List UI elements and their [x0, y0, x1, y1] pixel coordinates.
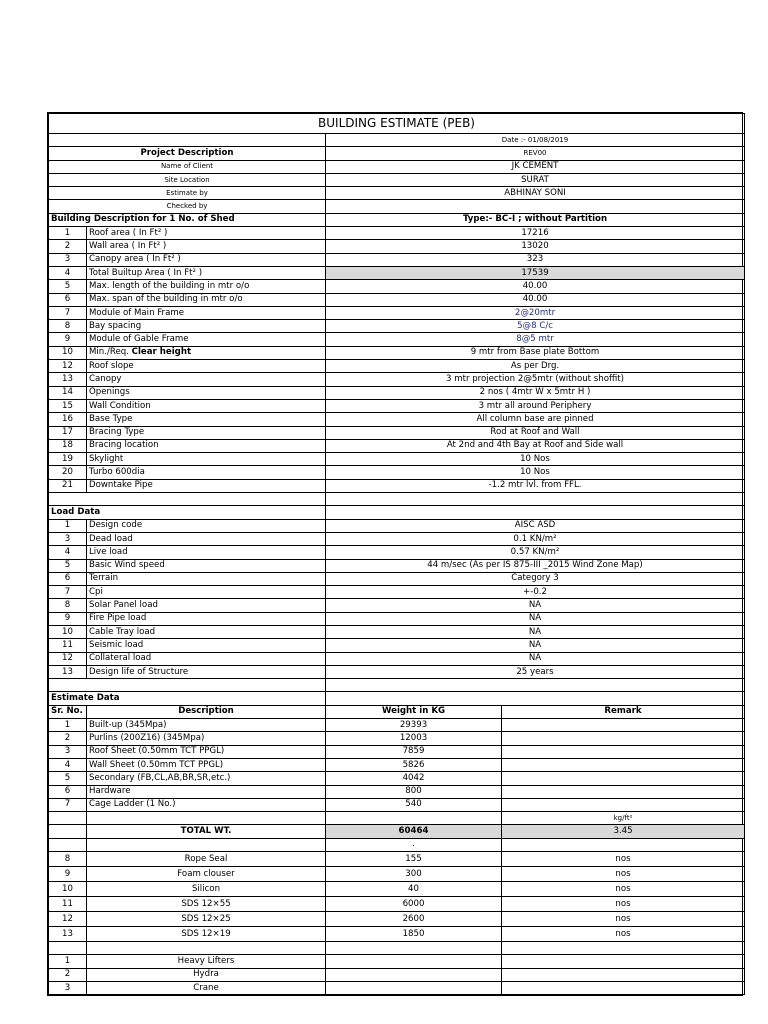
- building-no: 17: [49, 426, 87, 439]
- item-qty: 300: [326, 867, 502, 882]
- estimate-no: 7: [49, 798, 87, 811]
- estimate-desc: Built-up (345Mpa): [87, 719, 326, 732]
- cell: [49, 679, 326, 692]
- cell: [87, 942, 326, 955]
- spacer-row: [49, 942, 745, 955]
- project-row: [49, 173, 745, 186]
- estimate-no: 5: [49, 772, 87, 785]
- load-row: [49, 665, 745, 678]
- item-desc: Silicon: [87, 882, 326, 897]
- load-no: 6: [49, 572, 87, 585]
- project-label: Site Location: [49, 173, 326, 186]
- building-value: 3 mtr projection 2@5mtr (without shoffit): [326, 373, 745, 386]
- load-value: NA: [326, 652, 745, 665]
- building-row: [49, 240, 745, 253]
- item-qty: 1850: [326, 927, 502, 942]
- project-row: [49, 200, 745, 213]
- equipment-no: 1: [49, 955, 87, 968]
- building-row: [49, 360, 745, 373]
- building-value: 10 Nos: [326, 466, 745, 479]
- project-label: Name of Client: [49, 160, 326, 173]
- cell: [326, 506, 745, 519]
- building-desc: Max. span of the building in mtr o/o: [87, 293, 326, 306]
- item-row: [49, 852, 745, 867]
- cell: [502, 942, 745, 955]
- building-row: [49, 346, 745, 359]
- load-no: 8: [49, 599, 87, 612]
- load-no: 1: [49, 519, 87, 532]
- item-qty: 155: [326, 852, 502, 867]
- estimate-no: 4: [49, 758, 87, 771]
- building-no: 15: [49, 399, 87, 412]
- unit-row: [49, 812, 745, 825]
- load-desc: Live load: [87, 546, 326, 559]
- date-row: [49, 134, 745, 147]
- load-row: [49, 652, 745, 665]
- building-desc: Bay spacing: [87, 320, 326, 333]
- cell: [502, 981, 745, 994]
- item-no: 11: [49, 897, 87, 912]
- project-label: Checked by: [49, 200, 326, 213]
- total-ratio: 3.45: [502, 825, 745, 838]
- building-no: 1: [49, 227, 87, 240]
- equipment-row: [49, 968, 745, 981]
- building-row: [49, 466, 745, 479]
- load-desc: Design life of Structure: [87, 665, 326, 678]
- estimate-table: [48, 113, 745, 995]
- item-row: [49, 897, 745, 912]
- estimate-row: [49, 745, 745, 758]
- col-remark: Remark: [502, 705, 745, 718]
- building-row: [49, 266, 745, 279]
- building-value: All column base are pinned: [326, 413, 745, 426]
- load-value: Category 3: [326, 572, 745, 585]
- building-no: 5: [49, 280, 87, 293]
- cell: [49, 942, 87, 955]
- building-no: 6: [49, 293, 87, 306]
- building-value: 3 mtr all around Periphery: [326, 399, 745, 412]
- load-value: NA: [326, 625, 745, 638]
- load-row: [49, 572, 745, 585]
- cell: [49, 493, 326, 506]
- sheet-title: BUILDING ESTIMATE (PEB): [49, 114, 745, 134]
- total-row: [49, 825, 745, 838]
- spacer-row: [49, 679, 745, 692]
- item-desc: SDS 12×55: [87, 897, 326, 912]
- building-value: 40.00: [326, 293, 745, 306]
- estimate-row: [49, 772, 745, 785]
- cell: [49, 838, 87, 851]
- estimate-remark: [502, 798, 745, 811]
- revision: REV00: [326, 147, 745, 160]
- building-row: [49, 306, 745, 319]
- cell: [326, 981, 502, 994]
- load-desc: Dead load: [87, 532, 326, 545]
- building-value: -1.2 mtr lvl. from FFL.: [326, 479, 745, 492]
- building-desc: [87, 346, 326, 359]
- cell: [326, 812, 502, 825]
- building-row: [49, 413, 745, 426]
- item-unit: nos: [502, 927, 745, 942]
- load-desc: Design code: [87, 519, 326, 532]
- item-desc: Foam clouser: [87, 867, 326, 882]
- item-no: 10: [49, 882, 87, 897]
- col-weight: Weight in KG: [326, 705, 502, 718]
- estimate-weight: 540: [326, 798, 502, 811]
- estimate-desc: Secondary (FB,CL,AB,BR,SR,etc.): [87, 772, 326, 785]
- estimate-remark: [502, 719, 745, 732]
- building-desc: Bracing Type: [87, 426, 326, 439]
- load-no: 11: [49, 639, 87, 652]
- project-value: JK CEMENT: [326, 160, 745, 173]
- title-row: [49, 114, 745, 134]
- load-desc: Cpi: [87, 586, 326, 599]
- building-desc: Roof area ( In Ft² ): [87, 227, 326, 240]
- item-row: [49, 882, 745, 897]
- estimate-row: [49, 798, 745, 811]
- load-row: [49, 586, 745, 599]
- building-value: 2 nos ( 4mtr W x 5mtr H ): [326, 386, 745, 399]
- building-value: 9 mtr from Base plate Bottom: [326, 346, 745, 359]
- project-heading: Project Description: [49, 147, 326, 160]
- load-header-row: [49, 506, 745, 519]
- building-desc: Module of Main Frame: [87, 306, 326, 319]
- project-value: SURAT: [326, 173, 745, 186]
- load-value: 0.57 KN/m²: [326, 546, 745, 559]
- cell: [326, 968, 502, 981]
- estimate-remark: [502, 732, 745, 745]
- load-value: 44 m/sec (As per IS 875-III _2015 Wind Zone Map): [326, 559, 745, 572]
- building-row: [49, 320, 745, 333]
- load-value: NA: [326, 639, 745, 652]
- load-no: 3: [49, 532, 87, 545]
- estimate-weight: 4042: [326, 772, 502, 785]
- building-row: [49, 280, 745, 293]
- load-row: [49, 546, 745, 559]
- estimate-weight: 12003: [326, 732, 502, 745]
- load-row: [49, 519, 745, 532]
- building-desc: Base Type: [87, 413, 326, 426]
- building-no: 7: [49, 306, 87, 319]
- cell: [502, 955, 745, 968]
- load-no: 13: [49, 665, 87, 678]
- estimate-row: [49, 758, 745, 771]
- dot-row: [49, 838, 745, 851]
- item-desc: SDS 12×19: [87, 927, 326, 942]
- item-qty: 2600: [326, 912, 502, 927]
- building-value: 10 Nos: [326, 453, 745, 466]
- building-desc: Openings: [87, 386, 326, 399]
- building-desc: Total Builtup Area ( In Ft² ): [87, 266, 326, 279]
- building-value: Rod at Roof and Wall: [326, 426, 745, 439]
- load-desc: Basic Wind speed: [87, 559, 326, 572]
- load-value: AISC ASD: [326, 519, 745, 532]
- estimate-sheet: [47, 112, 743, 996]
- estimate-heading: Estimate Data: [49, 692, 326, 705]
- load-no: 12: [49, 652, 87, 665]
- building-desc-text: Min./Req.: [89, 347, 129, 358]
- item-no: 13: [49, 927, 87, 942]
- building-value: 5@8 C/c: [326, 320, 745, 333]
- building-desc: Bracing location: [87, 439, 326, 452]
- total-label: TOTAL WT.: [87, 825, 326, 838]
- building-desc: Wall Condition: [87, 399, 326, 412]
- item-no: 8: [49, 852, 87, 867]
- building-value: 17539: [326, 266, 745, 279]
- load-row: [49, 639, 745, 652]
- estimate-row: [49, 732, 745, 745]
- estimate-row: [49, 785, 745, 798]
- cell: [326, 692, 745, 705]
- building-desc-bold: Clear height: [131, 347, 192, 358]
- item-qty: 6000: [326, 897, 502, 912]
- building-desc: Module of Gable Frame: [87, 333, 326, 346]
- item-unit: nos: [502, 852, 745, 867]
- building-row: [49, 399, 745, 412]
- load-no: 10: [49, 625, 87, 638]
- estimate-header-row: [49, 692, 745, 705]
- building-desc: Wall area ( In Ft² ): [87, 240, 326, 253]
- building-no: 13: [49, 373, 87, 386]
- load-no: 7: [49, 586, 87, 599]
- estimate-no: 1: [49, 719, 87, 732]
- item-unit: nos: [502, 897, 745, 912]
- estimate-desc: Wall Sheet (0.50mm TCT PPGL): [87, 758, 326, 771]
- load-value: 25 years: [326, 665, 745, 678]
- load-desc: Fire Pipe load: [87, 612, 326, 625]
- project-value: ABHINAY SONI: [326, 187, 745, 200]
- building-value: 8@5 mtr: [326, 333, 745, 346]
- cell: [502, 968, 745, 981]
- building-value: 40.00: [326, 280, 745, 293]
- building-no: 3: [49, 253, 87, 266]
- building-no: 8: [49, 320, 87, 333]
- building-no: 2: [49, 240, 87, 253]
- building-row: [49, 479, 745, 492]
- sheet-date: Date :- 01/08/2019: [326, 134, 745, 147]
- load-desc: Solar Panel load: [87, 599, 326, 612]
- equipment-no: 2: [49, 968, 87, 981]
- item-unit: nos: [502, 867, 745, 882]
- project-value: [326, 200, 745, 213]
- estimate-row: [49, 719, 745, 732]
- load-desc: Cable Tray load: [87, 625, 326, 638]
- col-description: Description: [87, 705, 326, 718]
- building-value: 17216: [326, 227, 745, 240]
- building-desc: Max. length of the building in mtr o/o: [87, 280, 326, 293]
- load-value: NA: [326, 599, 745, 612]
- building-value: 13020: [326, 240, 745, 253]
- building-no: 14: [49, 386, 87, 399]
- building-desc: Canopy: [87, 373, 326, 386]
- spacer-row: [49, 493, 745, 506]
- load-desc: Seismic load: [87, 639, 326, 652]
- cell: [87, 838, 326, 851]
- building-row: [49, 426, 745, 439]
- building-row: [49, 439, 745, 452]
- cell: [502, 838, 745, 851]
- load-row: [49, 612, 745, 625]
- item-desc: Rope Seal: [87, 852, 326, 867]
- building-row: [49, 333, 745, 346]
- building-desc: Roof slope: [87, 360, 326, 373]
- project-label: Estimate by: [49, 187, 326, 200]
- load-no: 5: [49, 559, 87, 572]
- cell: [87, 812, 326, 825]
- equipment-desc: Hydra: [87, 968, 326, 981]
- building-no: 4: [49, 266, 87, 279]
- building-no: 9: [49, 333, 87, 346]
- estimate-desc: Cage Ladder (1 No.): [87, 798, 326, 811]
- estimate-weight: 800: [326, 785, 502, 798]
- estimate-remark: [502, 758, 745, 771]
- estimate-no: 2: [49, 732, 87, 745]
- load-desc: Collateral load: [87, 652, 326, 665]
- load-value: +-0.2: [326, 586, 745, 599]
- building-row: [49, 453, 745, 466]
- estimate-column-headers: [49, 705, 745, 718]
- equipment-row: [49, 981, 745, 994]
- project-row: [49, 187, 745, 200]
- equipment-desc: Heavy Lifters: [87, 955, 326, 968]
- project-header-row: [49, 147, 745, 160]
- load-no: 4: [49, 546, 87, 559]
- estimate-no: 6: [49, 785, 87, 798]
- col-sr-no: Sr. No.: [49, 705, 87, 718]
- load-row: [49, 599, 745, 612]
- estimate-desc: Hardware: [87, 785, 326, 798]
- cell: [326, 679, 745, 692]
- building-no: 12: [49, 360, 87, 373]
- item-unit: nos: [502, 882, 745, 897]
- load-heading: Load Data: [49, 506, 326, 519]
- building-value: As per Drg.: [326, 360, 745, 373]
- item-unit: nos: [502, 912, 745, 927]
- estimate-remark: [502, 785, 745, 798]
- item-row: [49, 927, 745, 942]
- estimate-desc: Purlins (200Z16) (345Mpa): [87, 732, 326, 745]
- load-row: [49, 559, 745, 572]
- building-row: [49, 227, 745, 240]
- cell: [49, 812, 87, 825]
- estimate-weight: 5826: [326, 758, 502, 771]
- building-row: [49, 386, 745, 399]
- cell: [49, 825, 87, 838]
- building-row: [49, 253, 745, 266]
- building-desc: Skylight: [87, 453, 326, 466]
- cell: [326, 955, 502, 968]
- item-qty: 40: [326, 882, 502, 897]
- item-row: [49, 867, 745, 882]
- load-value: NA: [326, 612, 745, 625]
- building-header-row: [49, 213, 745, 226]
- dot-mark: .: [326, 838, 502, 851]
- load-no: 9: [49, 612, 87, 625]
- estimate-weight: 7859: [326, 745, 502, 758]
- building-type: Type:- BC-I ; without Partition: [326, 213, 745, 226]
- building-row: [49, 293, 745, 306]
- building-value: 2@20mtr: [326, 306, 745, 319]
- item-no: 12: [49, 912, 87, 927]
- building-row: [49, 373, 745, 386]
- load-row: [49, 625, 745, 638]
- building-no: 18: [49, 439, 87, 452]
- equipment-no: 3: [49, 981, 87, 994]
- building-heading: Building Description for 1 No. of Shed: [49, 213, 326, 226]
- building-desc: Turbo 600dia: [87, 466, 326, 479]
- building-desc: Downtake Pipe: [87, 479, 326, 492]
- building-no: 21: [49, 479, 87, 492]
- estimate-weight: 29393: [326, 719, 502, 732]
- equipment-row: [49, 955, 745, 968]
- building-value: At 2nd and 4th Bay at Roof and Side wall: [326, 439, 745, 452]
- building-no: 19: [49, 453, 87, 466]
- cell: [326, 942, 502, 955]
- building-no: 10: [49, 346, 87, 359]
- load-desc: Terrain: [87, 572, 326, 585]
- item-row: [49, 912, 745, 927]
- estimate-no: 3: [49, 745, 87, 758]
- cell: [326, 493, 745, 506]
- item-no: 9: [49, 867, 87, 882]
- estimate-remark: [502, 745, 745, 758]
- unit-label: kg/ft²: [502, 812, 745, 825]
- total-weight: 60464: [326, 825, 502, 838]
- estimate-desc: Roof Sheet (0.50mm TCT PPGL): [87, 745, 326, 758]
- equipment-desc: Crane: [87, 981, 326, 994]
- item-desc: SDS 12×25: [87, 912, 326, 927]
- building-desc: Canopy area ( In Ft² ): [87, 253, 326, 266]
- building-no: 16: [49, 413, 87, 426]
- building-no: 20: [49, 466, 87, 479]
- load-row: [49, 532, 745, 545]
- estimate-remark: [502, 772, 745, 785]
- project-row: [49, 160, 745, 173]
- load-value: 0.1 KN/m²: [326, 532, 745, 545]
- building-value: 323: [326, 253, 745, 266]
